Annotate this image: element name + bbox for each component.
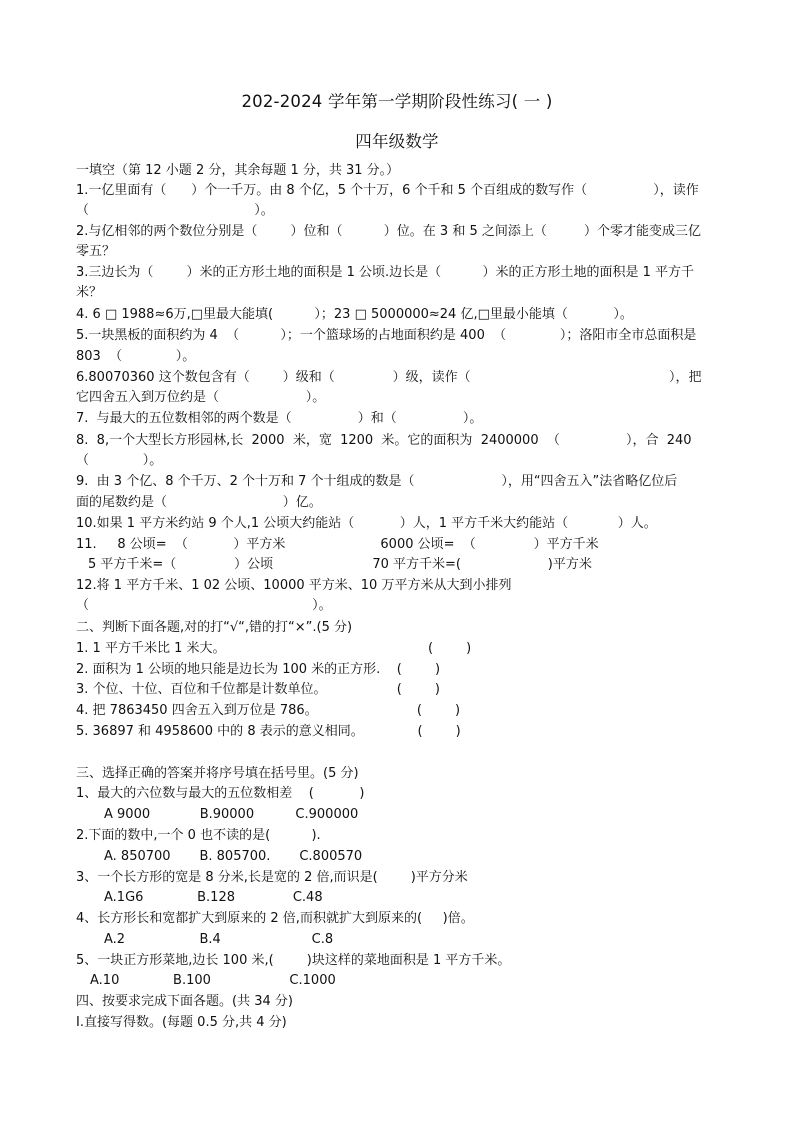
q1-line2: （ ）。 bbox=[76, 203, 274, 218]
q9-line2: 面的尾数约是（ ）亿。 bbox=[76, 495, 322, 510]
page-title: 202-2024 学年第一学期阶段性练习( 一 ) bbox=[241, 92, 553, 111]
choice-q1-options: A 9000 B.90000 C.900000 bbox=[104, 807, 359, 822]
q10-line: 10.如果 1 平方米约站 9 个人,1 公顷大约能站（ ）人，1 平方千米大约能站（ ）人。 bbox=[76, 516, 657, 531]
q5-line1: 5.一块黑板的面积约为 4 （ ）；一个篮球场的占地面积约是 400 （ ）；洛阳市全市总面积是 bbox=[76, 328, 697, 343]
choice-q3: 3、一个长方形的宽是 8 分米,长是宽的 2 倍,而识是( )平方分米 bbox=[76, 870, 468, 885]
choice-q2-options: A. 850700 B. 805700. C.800570 bbox=[104, 849, 363, 864]
q8-line1: 8. 8,一个大型长方形园林,长 2000 米，宽 1200 米。它的面积为 2400000 （ ），合 240 bbox=[76, 433, 692, 448]
section4-part1: I.直接写得数。(每题 0.5 分,共 4 分) bbox=[76, 1015, 287, 1030]
q8-line2: （ ）。 bbox=[76, 453, 163, 468]
q4-line: 4. 6 □ 1988≈6万,□里最大能填( ）；23 □ 5000000≈24 亿,□里最小能填（ ）。 bbox=[76, 307, 633, 322]
section4-heading: 四、按要求完成下面各题。(共 34 分) bbox=[76, 994, 293, 1009]
section3-heading: 三、选择正确的答案并将序号填在括号里。(5 分) bbox=[76, 766, 359, 781]
q3-line2: 米？ bbox=[76, 285, 103, 300]
choice-q1: 1、最大的六位数与最大的五位数相差 ( ) bbox=[76, 786, 365, 801]
q11-line1: 11. 8 公顷= （ ）平方米 6000 公顷= （ ）平方千米 bbox=[76, 537, 599, 552]
q2-line1: 2.与亿相邻的两个数位分别是（ ）位和（ ）位。在 3 和 5 之间添上（ ）个零才能变成三亿 bbox=[76, 224, 702, 239]
judge-item-3: 3. 个位、十位、百位和千位都是计数单位。 ( ) bbox=[76, 682, 440, 697]
section2-heading: 二、判断下面各题,对的打“√“,错的打“×”.(5 分) bbox=[76, 620, 353, 635]
q5-line2: 803 （ ）。 bbox=[76, 349, 196, 364]
choice-q3-options: A.1G6 B.128 C.48 bbox=[104, 890, 323, 905]
judge-item-1: 1. 1 平方千米比 1 米大。 ( ) bbox=[76, 641, 472, 656]
choice-q4: 4、长方形长和宽都扩大到原来的 2 倍,而积就扩大到原来的( )倍。 bbox=[76, 911, 474, 926]
choice-q4-options: A.2 B.4 C.8 bbox=[104, 932, 334, 947]
page-subtitle: 四年级数学 bbox=[355, 132, 439, 151]
choice-q5: 5、一块正方形菜地,边长 100 米,( )块这样的菜地面积是 1 平方千米。 bbox=[76, 953, 511, 968]
judge-item-2: 2. 面积为 1 公顷的地只能是边长为 100 米的正方形. ( ) bbox=[76, 662, 441, 677]
choice-q2: 2.下面的数中,一个 0 也不读的是( ). bbox=[76, 828, 321, 843]
q6-line2: 它四舍五入到万位约是（ ）。 bbox=[76, 390, 326, 405]
q9-line1: 9. 由 3 个亿、8 个千万、2 个十万和 7 个十组成的数是（ ），用“四舍五入”法省略亿位后 bbox=[76, 474, 678, 489]
judge-item-5: 5. 36897 和 4958600 中的 8 表示的意义相同。 ( ) bbox=[76, 724, 461, 739]
q3-line1: 3.三边长为（ ）米的正方形土地的面积是 1 公顷.边长是（ ）米的正方形土地的面积是 1 平方千 bbox=[76, 265, 694, 280]
judge-item-4: 4. 把 7863450 四舍五入到万位是 786。 ( ) bbox=[76, 703, 461, 718]
q1-line1: 1.一亿里面有（ ）个一千万。由 8 个亿，5 个十万，6 个千和 5 个百组成的数写作（ ），读作 bbox=[76, 183, 699, 198]
q2-line2: 零五？ bbox=[76, 244, 116, 259]
q11-line2: 5 平方千米=（ ）公顷 70 平方千米=( )平方米 bbox=[88, 557, 592, 572]
q12-line1: 12.将 1 平方千米、1 02 公顷、10000 平方米、10 万平方米从大到小排列 bbox=[76, 578, 512, 593]
q6-line1: 6.80070360 这个数包含有（ ）级和（ ）级，读作（ ），把 bbox=[76, 370, 702, 385]
q12-line2: （ ）。 bbox=[76, 598, 332, 613]
q7-line: 7. 与最大的五位数相邻的两个数是（ ）和（ ）。 bbox=[76, 411, 483, 426]
choice-q5-options: A.10 B.100 C.1000 bbox=[90, 973, 336, 988]
section1-heading: 一填空（第 12 小题 2 分，其余每题 1 分，共 31 分。） bbox=[76, 163, 400, 178]
